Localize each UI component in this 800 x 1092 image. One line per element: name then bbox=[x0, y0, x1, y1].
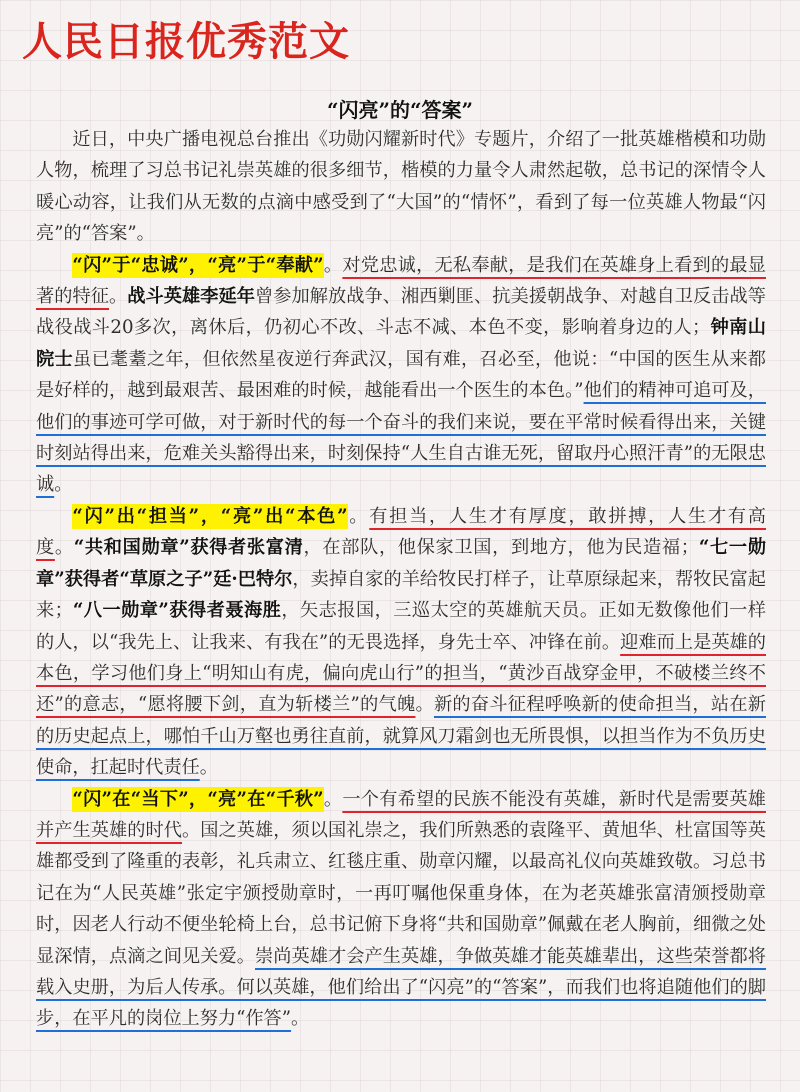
hero-name: “八一勋章”获得者聂海胜 bbox=[72, 600, 282, 622]
blue-underline-text: 新的奋斗征程呼唤新的使命担当，站在新的历史起点上，哪怕千山万壑也勇往直前，就算风刀霜剑也无所畏惧，以担当作为不负历史使命，扛起时代责任 bbox=[36, 694, 766, 779]
red-underline-text: 对党忠诚，无私奉献，是我们在英雄身上看到的最显著的特征 bbox=[36, 254, 766, 308]
banner-title: 人民日报优秀范文 bbox=[22, 19, 350, 65]
red-underline-text: 迎难而上是英雄的本色，学习他们身上“明知山有虎，偏向虎山行”的担当，“黄沙百战穿金甲，不破楼兰终不还”的意志，“愿将腰下剑，直为斩楼兰”的气魄 bbox=[36, 631, 766, 716]
hero-name: 钟南山院士 bbox=[36, 317, 766, 370]
section-heading-loyalty: “闪”于“忠诚”，“亮”于“奉献” bbox=[72, 254, 324, 276]
red-underline-text: 有担当，人生才有厚度，敢拼搏，人生才有高度 bbox=[36, 505, 766, 559]
red-underline-text: 一个有希望的民族不能没有英雄，新时代是需要英雄并产生英雄的时代 bbox=[36, 788, 766, 841]
hero-name: “七一勋章”获得者“草原之子”廷·巴特尔 bbox=[36, 537, 766, 590]
section-heading-responsibility: “闪”出“担当”，“亮”出“本色” bbox=[72, 505, 348, 527]
hero-name: 战斗英雄李延年 bbox=[127, 286, 256, 308]
blue-underline-text: 他们的精神可追可及，他们的事迹可学可做，对于新时代的每一个奋斗的我们来说，要在平常时候看得出来，关键时刻站得出来，危难关头豁得出来，时刻保持“人生自古谁无死，留取丹心照汗青”的无限忠诚 bbox=[36, 380, 766, 496]
paragraph-present: “闪”在“当下”，“亮”在“千秋”。一个有希望的民族不能没有英雄，新时代是需要英雄并产生英雄的时代。国之英雄，须以国礼崇之，我们所熟悉的袁隆平、黄旭华、杜富国等英雄都受到了隆重的表彰，礼兵肃立、红毯庄重、勋章闪耀，以最高礼仪向英雄致敬。习总书记在为“人民英雄”张定宇颁授勋章时，一再叮嘱他保重身体，在为老英雄张富清颁授勋章时，因老人行动不便坐轮椅上台，总书记俯下身将“共和国勋章”佩戴在老人胸前，细微之处显深情，点滴之间见关爱。崇尚英雄才会产生英雄，争做英雄才能英雄辈出，这些荣誉都将载入史册，为后人传承。何以英雄，他们给出了“闪亮”的“答案”，而我们也将追随他们的脚步，在平凡的岗位上努力“作答”。 bbox=[36, 788, 766, 1030]
section-heading-present: “闪”在“当下”，“亮”在“千秋” bbox=[72, 788, 324, 810]
hero-name: “共和国勋章”获得者张富清 bbox=[73, 537, 304, 559]
article-title: “闪亮”的“答案” bbox=[326, 98, 473, 122]
paragraph-responsibility: “闪”出“担当”，“亮”出“本色”。有担当，人生才有厚度，敢拼搏，人生才有高度。“共和国勋章”获得者张富清，在部队，他保家卫国，到地方，他为民造福；“七一勋章”获得者“草原之子”廷·巴特尔，卖掉自家的羊给牧民打样子，让草原绿起来，帮牧民富起来；“八一勋章”获得者聂海胜，矢志报国，三巡太空的英雄航天员。正如无数像他们一样的人，以“我先上、让我来、有我在”的无畏选择，身先士卒、冲锋在前。迎难而上是英雄的本色，学习他们身上“明知山有虎，偏向虎山行”的担当，“黄沙百战穿金甲，不破楼兰终不还”的意志，“愿将腰下剑，直为斩楼兰”的气魄。新的奋斗征程呼唤新的使命担当，站在新的历史起点上，哪怕千山万壑也勇往直前，就算风刀霜剑也无所畏惧，以担当作为不负历史使命，扛起时代责任。 bbox=[36, 505, 766, 779]
paragraph-loyalty: “闪”于“忠诚”，“亮”于“奉献”。对党忠诚，无私奉献，是我们在英雄身上看到的最显著的特征。战斗英雄李延年曾参加解放战争、湘西剿匪、抗美援朝战争、对越自卫反击战等战役战斗20多次，离休后，仍初心不改、斗志不减、本色不变，影响着身边的人；钟南山院士虽已耄耋之年，但依然星夜逆行奔武汉，国有难，召必至，他说：“中国的医生从来都是好样的，越到最艰苦、最困难的时候，越能看出一个医生的本色。”他们的精神可追可及，他们的事迹可学可做，对于新时代的每一个奋斗的我们来说，要在平常时候看得出来，关键时刻站得出来，危难关头豁得出来，时刻保持“人生自古谁无死，留取丹心照汗青”的无限忠诚。 bbox=[36, 254, 766, 496]
blue-underline-text: 崇尚英雄才会产生英雄，争做英雄才能英雄辈出，这些荣誉都将载入史册，为后人传承。何以英雄，他们给出了“闪亮”的“答案”，而我们也将追随他们的脚步，在平凡的岗位上努力“作答” bbox=[36, 945, 766, 1030]
article-body bbox=[36, 124, 766, 1035]
paragraph-intro: 近日，中央广播电视总台推出《功勋闪耀新时代》专题片，介绍了一批英雄楷模和功勋人物，梳理了习总书记礼崇英雄的很多细节，楷模的力量令人肃然起敬，总书记的深情令人暖心动容，让我们从无数的点滴中感受到了“大国”的“情怀”，看到了每一位英雄人物最“闪亮”的“答案”。 bbox=[36, 129, 766, 245]
